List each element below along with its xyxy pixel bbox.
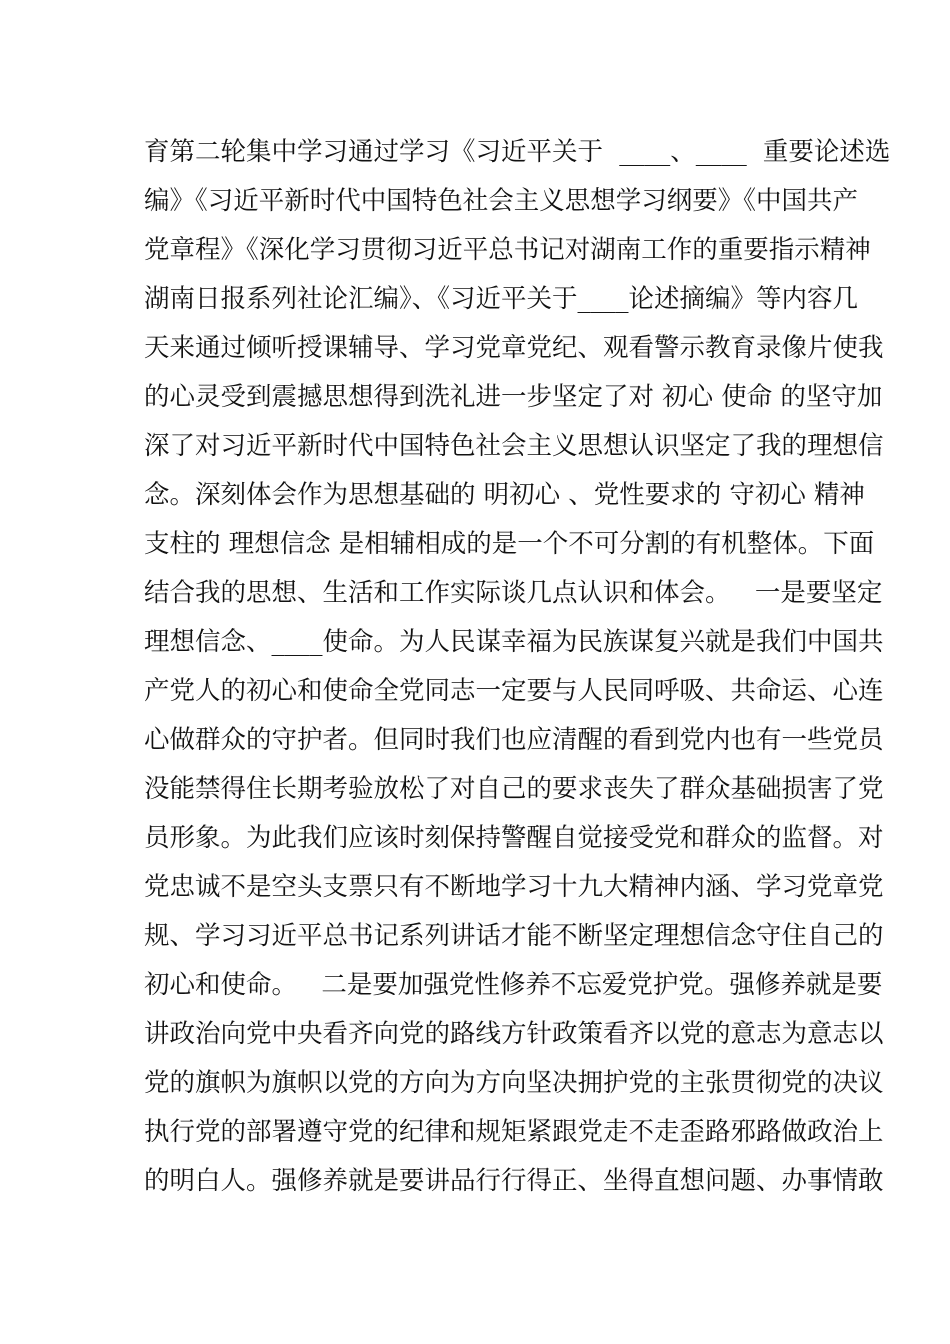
text-line: 产党人的初心和使命全党同志一定要与人民同呼吸、共命运、心连: [144, 676, 884, 706]
text-line: 没能禁得住长期考验放松了对自己的要求丧失了群众基础损害了党: [144, 774, 884, 804]
text-line: 党的旗帜为旗帜以党的方向为方向坚决拥护党的主张贯彻党的决议: [144, 1068, 884, 1098]
text-line: 执行党的部署遵守党的纪律和规矩紧跟党走不走歪路邪路做政治上: [144, 1117, 884, 1147]
text-line: 规、学习习近平总书记系列讲话才能不断坚定理想信念守住自己的: [144, 921, 884, 951]
text-line: 湖南日报系列社论汇编》、《习近平关于____论述摘编》等内容几: [144, 284, 859, 314]
text-line: 党章程》《深化学习贯彻习近平总书记对湖南工作的重要指示精神: [144, 235, 871, 265]
text-line: 党忠诚不是空头支票只有不断地学习十九大精神内涵、学习党章党: [144, 872, 884, 902]
body-text: [144, 128, 891, 1206]
text-line: 的心灵受到震撼思想得到洗礼进一步坚定了对 初心 使命 的坚守加: [144, 382, 883, 412]
text-line: 心做群众的守护者。但同时我们也应清醒的看到党内也有一些党员: [144, 725, 884, 755]
text-line: 理想信念、____使命。为人民谋幸福为民族谋复兴就是我们中国共: [144, 627, 884, 657]
text-line: 天来通过倾听授课辅导、学习党章党纪、观看警示教育录像片使我: [144, 333, 884, 363]
text-line: 深了对习近平新时代中国特色社会主义思想认识坚定了我的理想信: [144, 431, 884, 461]
text-line: 念。深刻体会作为思想基础的 明初心 、党性要求的 守初心 精神: [144, 480, 865, 510]
text-line: 支柱的 理想信念 是相辅相成的是一个不可分割的有机整体。下面: [144, 529, 875, 559]
text-line: 育第二轮集中学习通过学习《习近平关于 ____、____ 重要论述选: [144, 137, 891, 167]
text-line: 的明白人。强修养就是要讲品行行得正、坐得直想问题、办事情敢: [144, 1166, 884, 1196]
text-line: 讲政治向党中央看齐向党的路线方针政策看齐以党的意志为意志以: [144, 1019, 884, 1049]
text-line: 员形象。为此我们应该时刻保持警醒自觉接受党和群众的监督。对: [144, 823, 884, 853]
text-line: 初心和使命。 二是要加强党性修养不忘爱党护党。强修养就是要: [144, 970, 883, 1000]
text-line: 编》《习近平新时代中国特色社会主义思想学习纲要》《中国共产: [144, 186, 859, 216]
text-line: 结合我的思想、生活和工作实际谈几点认识和体会。 一是要坚定: [144, 578, 883, 608]
